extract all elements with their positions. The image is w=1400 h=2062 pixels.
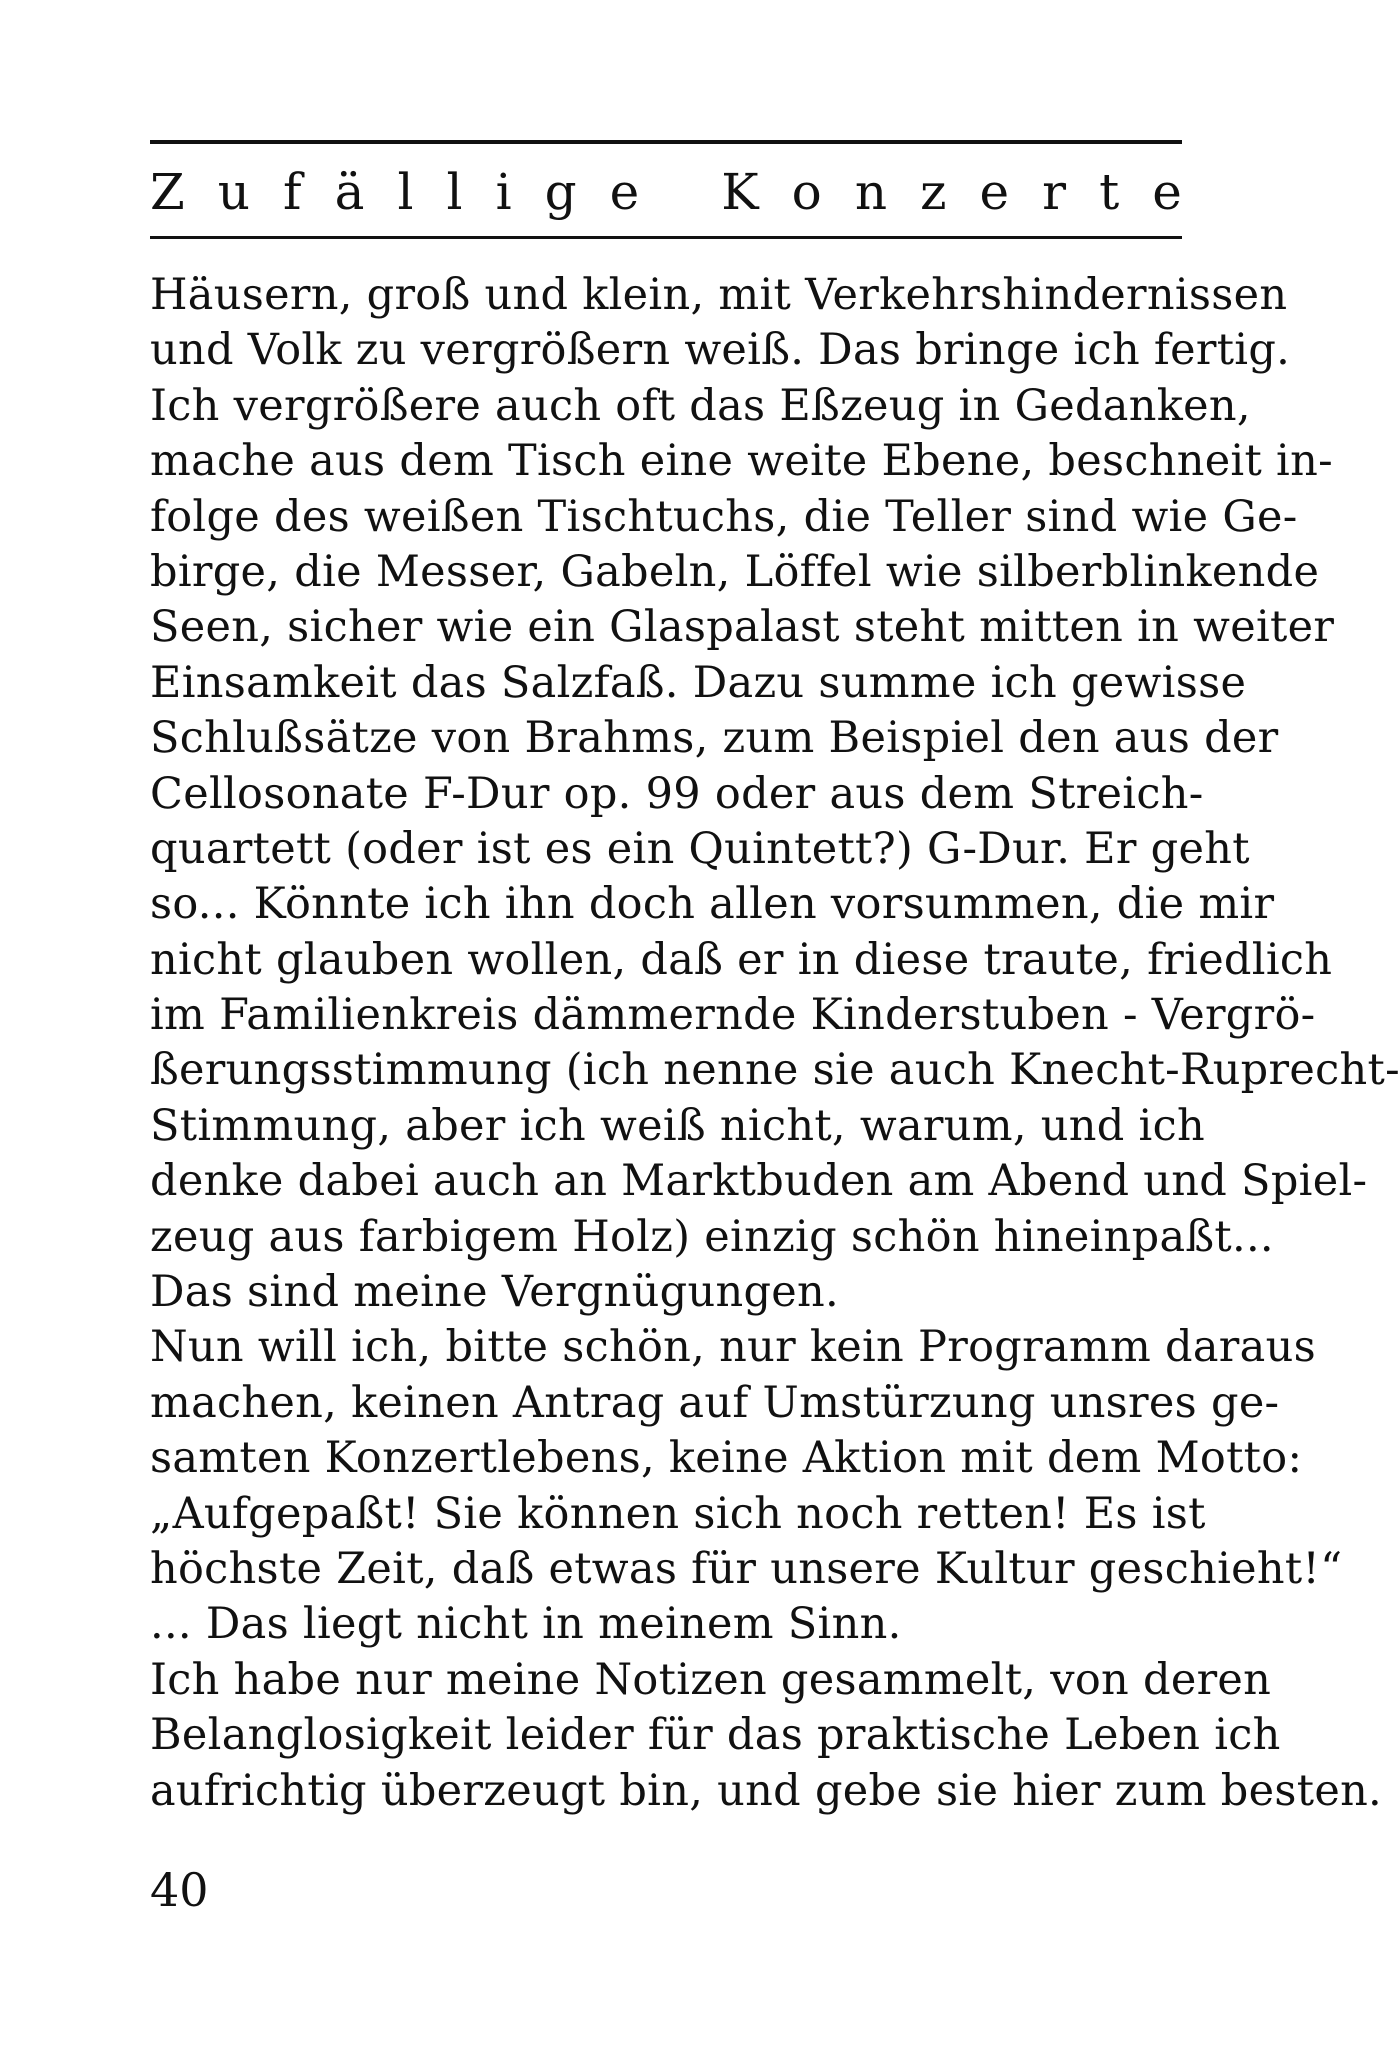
text-line: Das sind meine Vergnügungen. [150, 1267, 840, 1318]
text-line: quartett (oder ist es ein Quintett?) G-Dur. Er geht [150, 823, 1250, 874]
text-line: und Volk zu vergrößern weiß. Das bringe ich fertig. [150, 325, 1291, 376]
head-letter: t [1099, 163, 1120, 221]
text-line: folge des weißen Tischtuchs, die Teller sind wie Ge- [150, 491, 1298, 542]
text-line: Cellosonate F-Dur op. 99 oder aus dem Streich- [150, 768, 1204, 819]
text-line: im Familienkreis dämmernde Kinderstuben - Vergrö- [150, 990, 1316, 1041]
head-letter: e [979, 163, 1010, 221]
head-letter: f [283, 163, 302, 221]
text-line: ßerungsstimmung (ich nenne sie auch Knecht-Ruprecht- [150, 1045, 1400, 1096]
head-letter: n [854, 163, 888, 221]
head-word-gap [672, 160, 688, 224]
text-line: aufrichtig überzeugt bin, und gebe sie hier zum besten. [150, 1765, 1383, 1816]
head-letter: g [544, 163, 577, 221]
head-letter: ä [334, 163, 365, 221]
body-text [150, 268, 1400, 1819]
text-line: ... Das liegt nicht in meinem Sinn. [150, 1599, 902, 1650]
head-letter: r [1042, 163, 1067, 221]
text-line: so... Könnte ich ihn doch allen vorsummen, die mir [150, 879, 1275, 930]
text-line: Schlußsätze von Brahms, zum Beispiel den aus der [150, 713, 1279, 764]
page-number: 40 [150, 1863, 209, 1917]
head-letter: e [1152, 163, 1182, 221]
text-line: Häusern, groß und klein, mit Verkehrshindernissen [150, 270, 1288, 320]
text-line: Stimmung, aber ich weiß nicht, warum, und ich [150, 1100, 1205, 1151]
text-line: Belanglosigkeit leider für das praktische Leben ich [150, 1710, 1281, 1761]
running-head [150, 160, 1182, 224]
text-line: mache aus dem Tisch eine weite Ebene, beschneit in- [150, 436, 1333, 487]
text-line: Seen, sicher wie ein Glaspalast steht mitten in weiter [150, 602, 1335, 653]
head-letter: e [609, 163, 640, 221]
head-letter: z [920, 163, 947, 221]
text-line: denke dabei auch an Marktbuden am Abend und Spiel- [150, 1156, 1368, 1207]
text-line: nicht glauben wollen, daß er in diese traute, friedlich [150, 934, 1333, 985]
text-line: Einsamkeit das Salzfaß. Dazu summe ich gewisse [150, 657, 1247, 708]
head-letter: Z [150, 163, 185, 221]
text-line: höchste Zeit, daß etwas für unsere Kultur geschieht!“ [150, 1543, 1343, 1594]
header-rule-top [150, 140, 1182, 144]
text-line: zeug aus farbigem Holz) einzig schön hineinpaßt... [150, 1211, 1274, 1262]
header-rule-bottom [150, 236, 1182, 239]
text-line: Ich vergrößere auch oft das Eßzeug in Gedanken, [150, 380, 1251, 431]
text-line: „Aufgepaßt! Sie können sich noch retten! Es ist [150, 1488, 1206, 1539]
head-letter: l [446, 163, 463, 221]
text-line: Nun will ich, bitte schön, nur kein Programm daraus [150, 1322, 1316, 1373]
text-line: machen, keinen Antrag auf Umstürzung unsres ge- [150, 1377, 1280, 1428]
text-line: birge, die Messer, Gabeln, Löffel wie silberblinkende [150, 546, 1320, 597]
head-letter: o [791, 163, 822, 221]
head-letter: K [721, 163, 759, 221]
head-letter: l [397, 163, 414, 221]
head-letter: u [217, 163, 250, 221]
text-line: Ich habe nur meine Notizen gesammelt, von deren [150, 1654, 1272, 1705]
head-letter: i [495, 163, 512, 221]
text-line: samten Konzertlebens, keine Aktion mit dem Motto: [150, 1433, 1303, 1484]
